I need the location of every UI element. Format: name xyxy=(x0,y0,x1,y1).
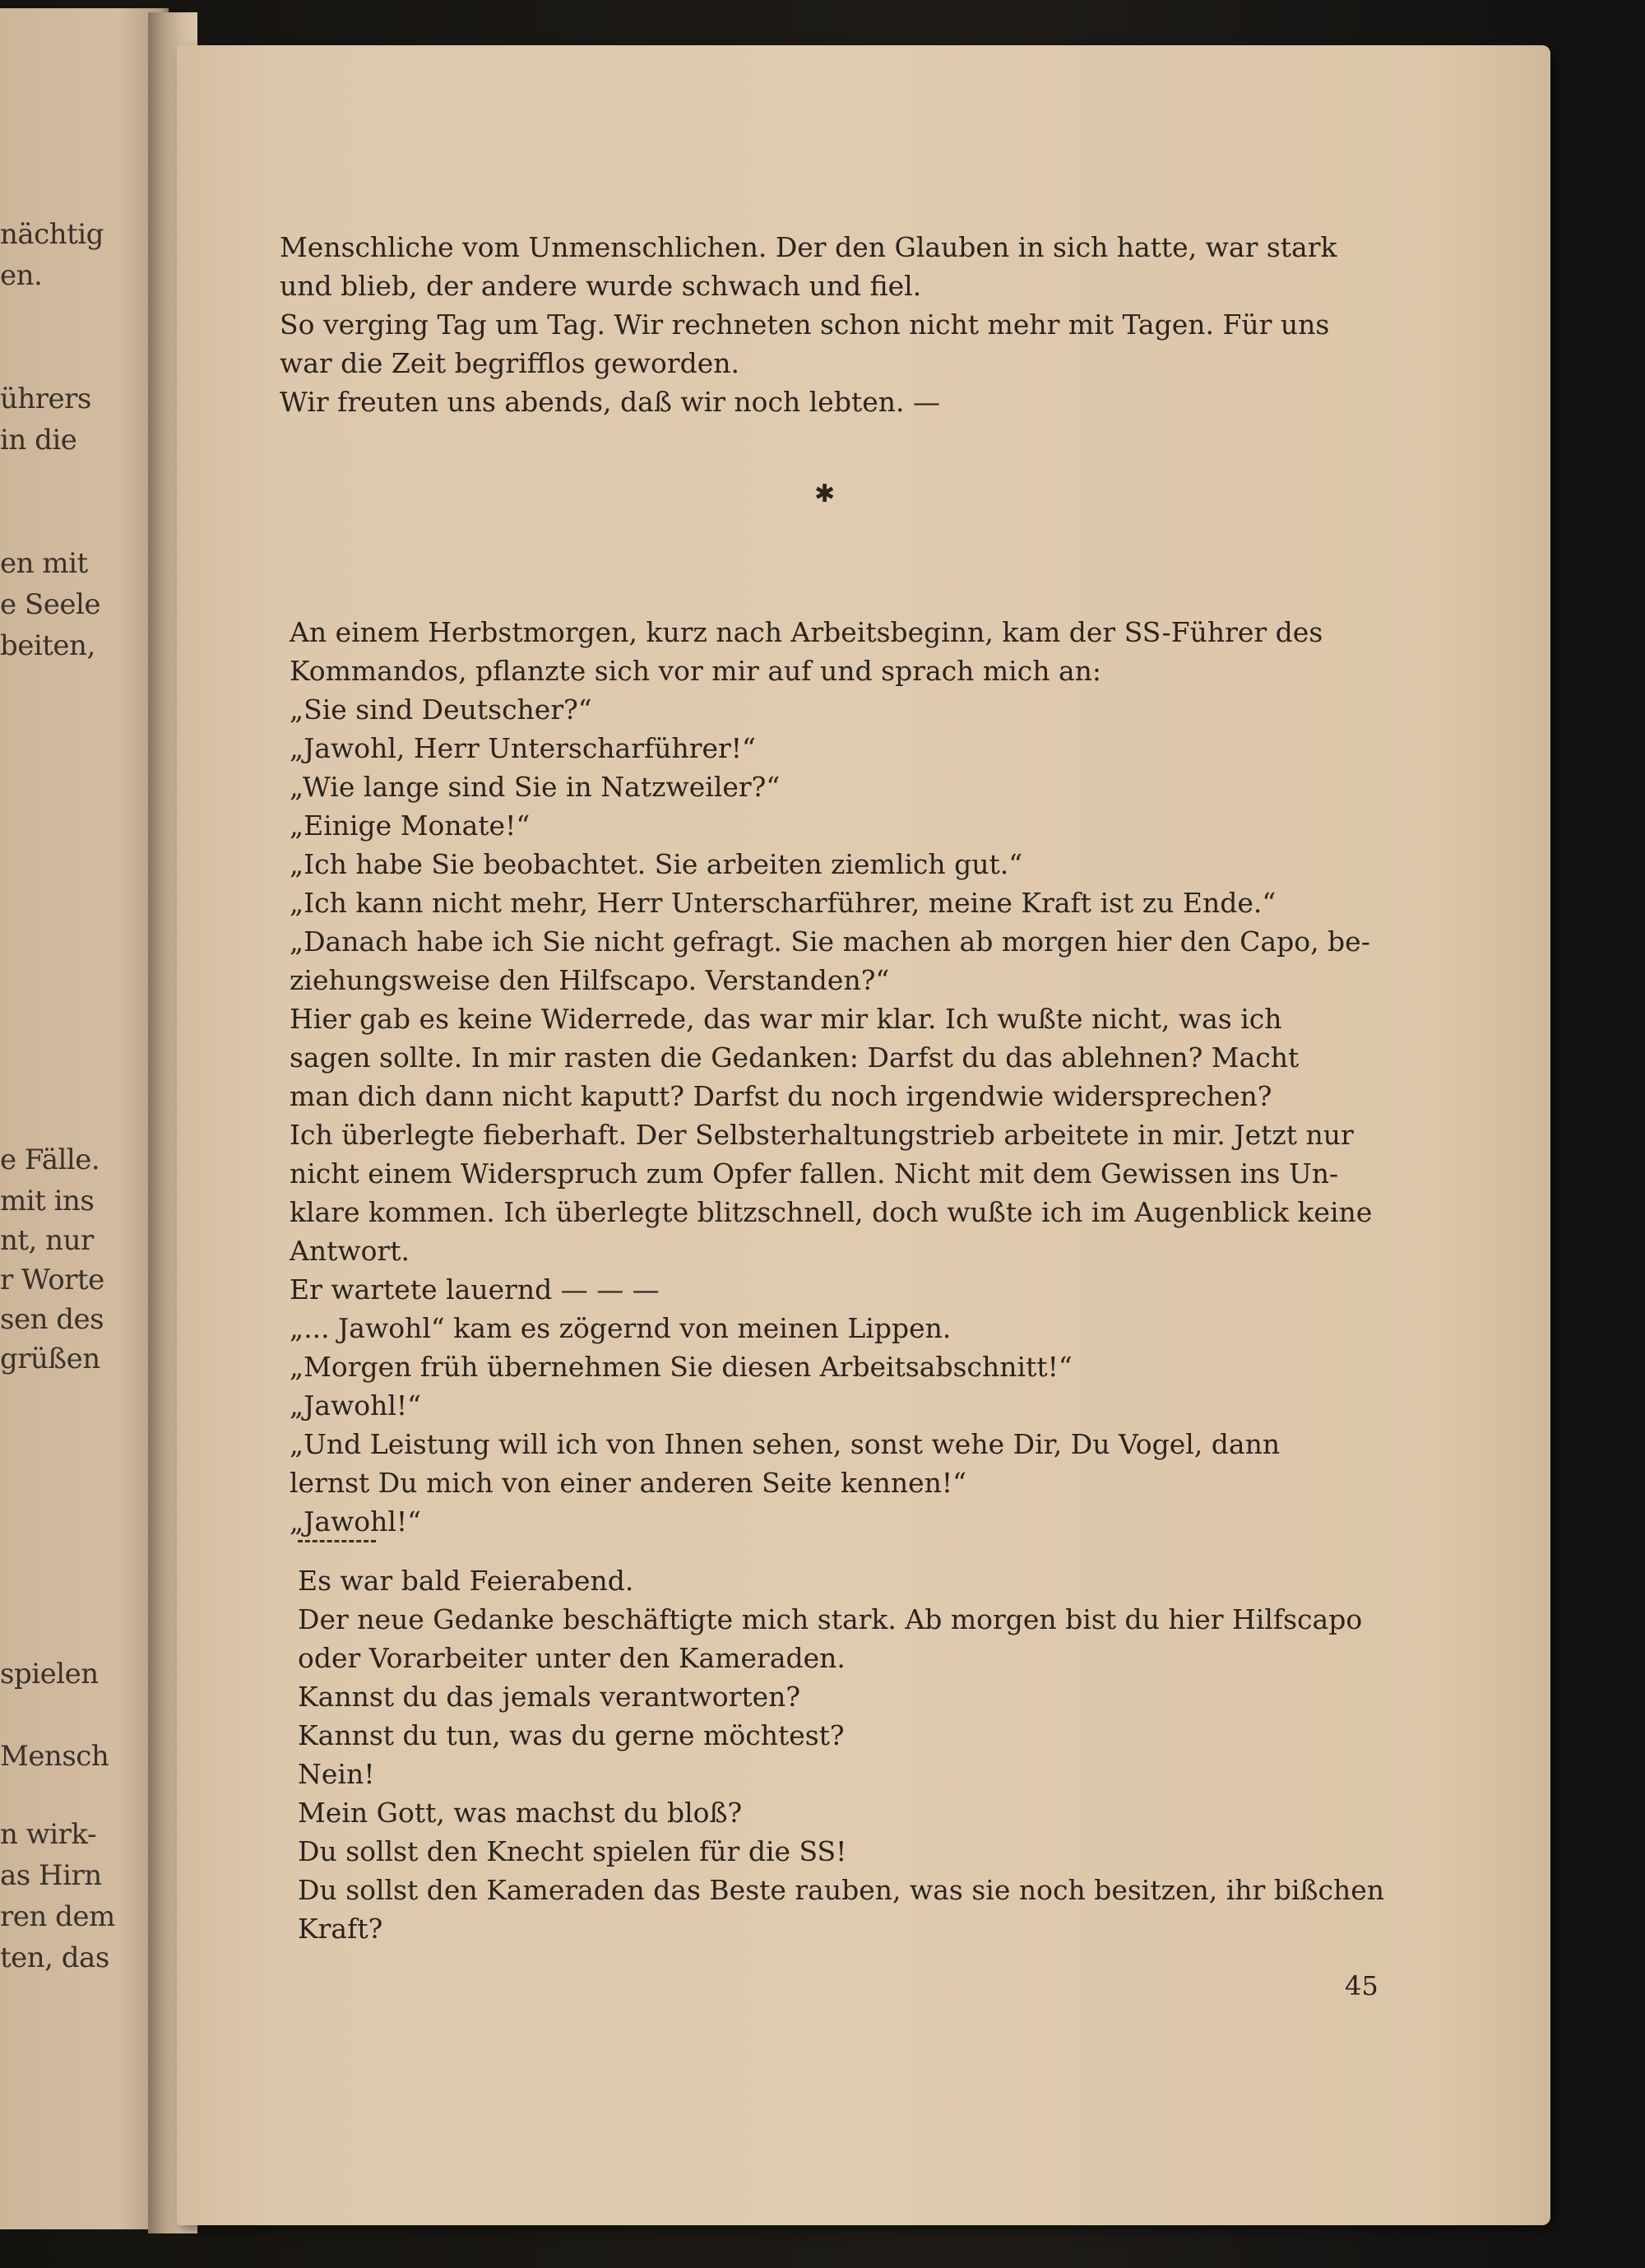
text-line: lernst Du mich von einer anderen Seite kennen!“ xyxy=(290,1467,967,1499)
text-line: „Einige Monate!“ xyxy=(290,809,531,842)
left-fragment: ten, das xyxy=(0,1941,109,1974)
text-line: „Jawohl!“ xyxy=(290,1505,422,1538)
page-number: 45 xyxy=(1345,1970,1379,2001)
text-line: „... Jawohl“ kam es zögernd von meinen Lippen. xyxy=(290,1312,952,1344)
left-fragment: beiten, xyxy=(0,629,95,662)
facing-page-left xyxy=(0,8,169,2229)
left-fragment: sen des xyxy=(0,1303,104,1336)
text-line: ziehungsweise den Hilfscapo. Verstanden?“ xyxy=(290,964,890,996)
left-fragment: Mensch xyxy=(0,1740,109,1773)
text-line: „Und Leistung will ich von Ihnen sehen, sonst wehe Dir, Du Vogel, dann xyxy=(290,1428,1281,1460)
dash-separator xyxy=(298,1540,376,1545)
text-line: Nein! xyxy=(298,1758,375,1790)
left-fragment: r Worte xyxy=(0,1264,104,1296)
text-line: Ich überlegte fieberhaft. Der Selbsterhaltungstrieb arbeitete in mir. Jetzt nur xyxy=(290,1119,1354,1151)
text-line: Menschliche vom Unmenschlichen. Der den Glauben in sich hatte, war stark xyxy=(280,231,1337,263)
left-fragment: as Hirn xyxy=(0,1859,102,1892)
text-line: oder Vorarbeiter unter den Kameraden. xyxy=(298,1642,846,1674)
left-fragment: spielen xyxy=(0,1658,99,1691)
paragraph-top xyxy=(280,228,1337,421)
text-line: „Jawohl, Herr Unterscharführer!“ xyxy=(290,732,756,764)
left-fragment: e Fälle. xyxy=(0,1143,100,1176)
text-line: Wir freuten uns abends, daß wir noch lebten. — xyxy=(280,386,940,418)
text-line: „Ich habe Sie beobachtet. Sie arbeiten ziemlich gut.“ xyxy=(290,848,1023,880)
text-line: So verging Tag um Tag. Wir rechneten schon nicht mehr mit Tagen. Für uns xyxy=(280,308,1330,341)
text-line: „Morgen früh übernehmen Sie diesen Arbeitsabschnitt!“ xyxy=(290,1351,1073,1383)
text-line: Der neue Gedanke beschäftigte mich stark. Ab morgen bist du hier Hilfscapo xyxy=(298,1603,1363,1635)
text-line: klare kommen. Ich überlegte blitzschnell, doch wußte ich im Augenblick keine xyxy=(290,1196,1373,1228)
text-line: „Sie sind Deutscher?“ xyxy=(290,693,592,726)
reflection-block xyxy=(298,1561,1384,1948)
text-line: An einem Herbstmorgen, kurz nach Arbeitsbeginn, kam der SS-Führer des xyxy=(290,616,1323,648)
text-line: Kannst du das jemals verantworten? xyxy=(298,1681,801,1713)
left-fragment: nächtig xyxy=(0,218,104,251)
text-line: Du sollst den Knecht spielen für die SS! xyxy=(298,1835,847,1867)
left-fragment: mit ins xyxy=(0,1185,95,1217)
text-line: Antwort. xyxy=(290,1235,410,1267)
left-fragment: en mit xyxy=(0,547,88,580)
left-fragment: e Seele xyxy=(0,588,100,621)
main-page xyxy=(177,45,1550,2225)
dialogue-block xyxy=(290,613,1372,1541)
left-fragment: in die xyxy=(0,424,77,457)
text-line: „Wie lange sind Sie in Natzweiler?“ xyxy=(290,771,781,803)
text-line: Hier gab es keine Widerrede, das war mir klar. Ich wußte nicht, was ich xyxy=(290,1003,1282,1035)
left-fragment: ührers xyxy=(0,383,91,415)
text-line: Du sollst den Kameraden das Beste rauben, was sie noch besitzen, ihr bißchen xyxy=(298,1874,1385,1906)
text-line: Kraft? xyxy=(298,1913,383,1945)
text-line: war die Zeit begrifflos geworden. xyxy=(280,347,739,379)
text-line: „Ich kann nicht mehr, Herr Unterscharführer, meine Kraft ist zu Ende.“ xyxy=(290,887,1277,919)
left-fragment: n wirk- xyxy=(0,1818,96,1851)
left-fragment: grüßen xyxy=(0,1343,100,1375)
text-line: Kannst du tun, was du gerne möchtest? xyxy=(298,1719,845,1751)
text-line: Er wartete lauernd — — — xyxy=(290,1273,660,1306)
text-line: sagen sollte. In mir rasten die Gedanken: Darfst du das ablehnen? Macht xyxy=(290,1041,1300,1074)
left-fragment: en. xyxy=(0,259,43,292)
text-line: nicht einem Widerspruch zum Opfer fallen. Nicht mit dem Gewissen ins Un- xyxy=(290,1157,1339,1190)
section-separator-asterisk: ✱ xyxy=(814,480,836,508)
text-line: und blieb, der andere wurde schwach und fiel. xyxy=(280,270,922,302)
left-fragment: nt, nur xyxy=(0,1224,94,1257)
text-line: Es war bald Feierabend. xyxy=(298,1565,634,1597)
text-line: man dich dann nicht kaputt? Darfst du noch irgendwie widersprechen? xyxy=(290,1080,1272,1112)
text-line: Mein Gott, was machst du bloß? xyxy=(298,1797,743,1829)
left-fragment: ren dem xyxy=(0,1900,115,1933)
text-line: Kommandos, pflanzte sich vor mir auf und sprach mich an: xyxy=(290,655,1101,687)
text-line: „Danach habe ich Sie nicht gefragt. Sie machen ab morgen hier den Capo, be- xyxy=(290,925,1370,958)
text-line: „Jawohl!“ xyxy=(290,1389,422,1422)
